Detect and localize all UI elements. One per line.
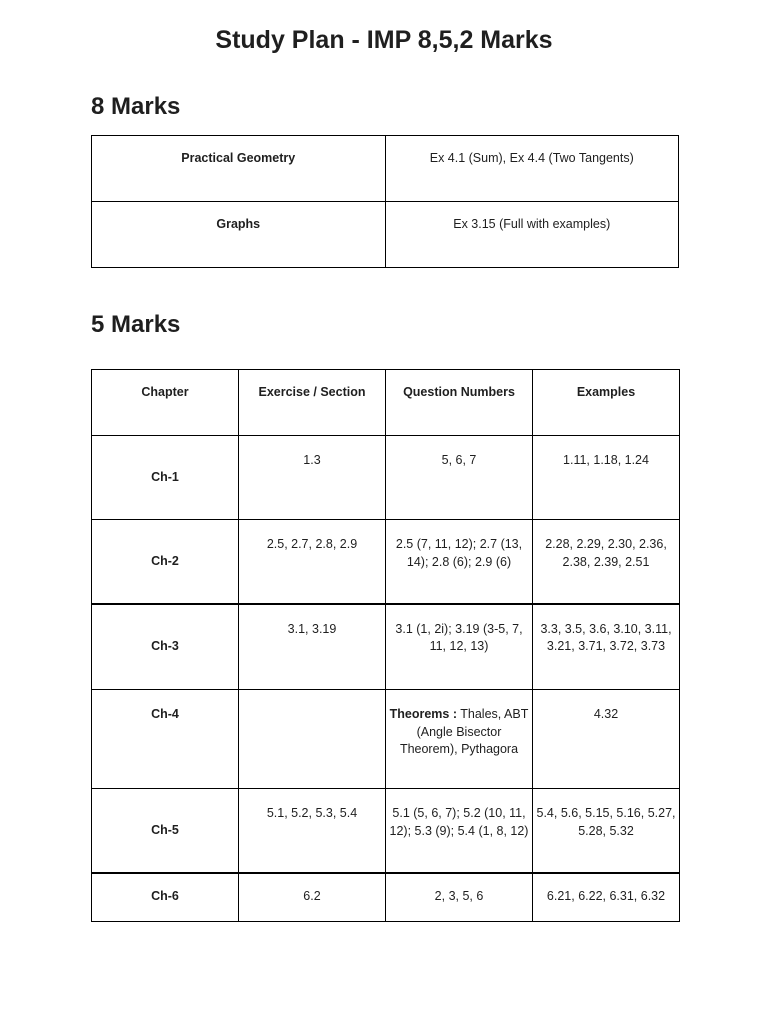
examples-cell: 2.28, 2.29, 2.30, 2.36, 2.38, 2.39, 2.51 <box>533 520 680 604</box>
questions-cell <box>386 690 533 789</box>
exercise-cell: 2.5, 2.7, 2.8, 2.9 <box>239 520 386 604</box>
questions-cell: 2, 3, 5, 6 <box>386 873 533 922</box>
column-header-chapter: Chapter <box>92 370 239 436</box>
examples-cell: 4.32 <box>533 690 680 789</box>
topic-cell: Practical Geometry <box>92 136 386 202</box>
table-row <box>92 604 680 690</box>
document-title: Study Plan - IMP 8,5,2 Marks <box>215 26 553 54</box>
questions-cell: 5, 6, 7 <box>386 436 533 520</box>
questions-cell: 5.1 (5, 6, 7); 5.2 (10, 11, 12); 5.3 (9); 5.4 (1, 8, 12) <box>386 789 533 873</box>
column-header-exercise: Exercise / Section <box>239 370 386 436</box>
chapter-cell: Ch-6 <box>92 873 239 922</box>
examples-cell: 1.11, 1.18, 1.24 <box>533 436 680 520</box>
topic-cell: Graphs <box>92 202 386 268</box>
exercise-cell <box>239 690 386 789</box>
table-row <box>92 436 680 520</box>
table-row <box>92 690 680 789</box>
exercise-cell: 3.1, 3.19 <box>239 604 386 690</box>
column-header-examples: Examples <box>533 370 680 436</box>
table-row <box>92 873 680 922</box>
questions-cell: 2.5 (7, 11, 12); 2.7 (13, 14); 2.8 (6); 2.9 (6) <box>386 520 533 604</box>
chapter-cell: Ch-3 <box>92 604 239 690</box>
exercise-cell: 5.1, 5.2, 5.3, 5.4 <box>239 789 386 873</box>
detail-cell: Ex 4.1 (Sum), Ex 4.4 (Two Tangents) <box>385 136 679 202</box>
examples-cell: 5.4, 5.6, 5.15, 5.16, 5.27, 5.28, 5.32 <box>533 789 680 873</box>
questions-cell: 3.1 (1, 2i); 3.19 (3-5, 7, 11, 12, 13) <box>386 604 533 690</box>
exercise-cell: 1.3 <box>239 436 386 520</box>
detail-cell: Ex 3.15 (Full with examples) <box>385 202 679 268</box>
five-marks-table <box>91 369 680 922</box>
eight-marks-table <box>91 135 679 268</box>
examples-cell: 6.21, 6.22, 6.31, 6.32 <box>533 873 680 922</box>
table-header-row <box>92 370 680 436</box>
table-row <box>92 520 680 604</box>
exercise-cell: 6.2 <box>239 873 386 922</box>
chapter-cell: Ch-5 <box>92 789 239 873</box>
theorems-text: Thales, ABT (Angle Bisector Theorem), Pythagora <box>399 707 529 756</box>
theorems-label: Theorems : <box>389 707 458 721</box>
chapter-cell: Ch-1 <box>92 436 239 520</box>
section-heading-8-marks: 8 Marks <box>91 93 181 120</box>
table-row <box>92 789 680 873</box>
chapter-cell: Ch-4 <box>92 690 239 789</box>
section-heading-5-marks: 5 Marks <box>91 311 181 338</box>
table-row <box>92 136 679 202</box>
chapter-cell: Ch-2 <box>92 520 239 604</box>
column-header-questions: Question Numbers <box>386 370 533 436</box>
examples-cell: 3.3, 3.5, 3.6, 3.10, 3.11, 3.21, 3.71, 3.72, 3.73 <box>533 604 680 690</box>
table-row <box>92 202 679 268</box>
